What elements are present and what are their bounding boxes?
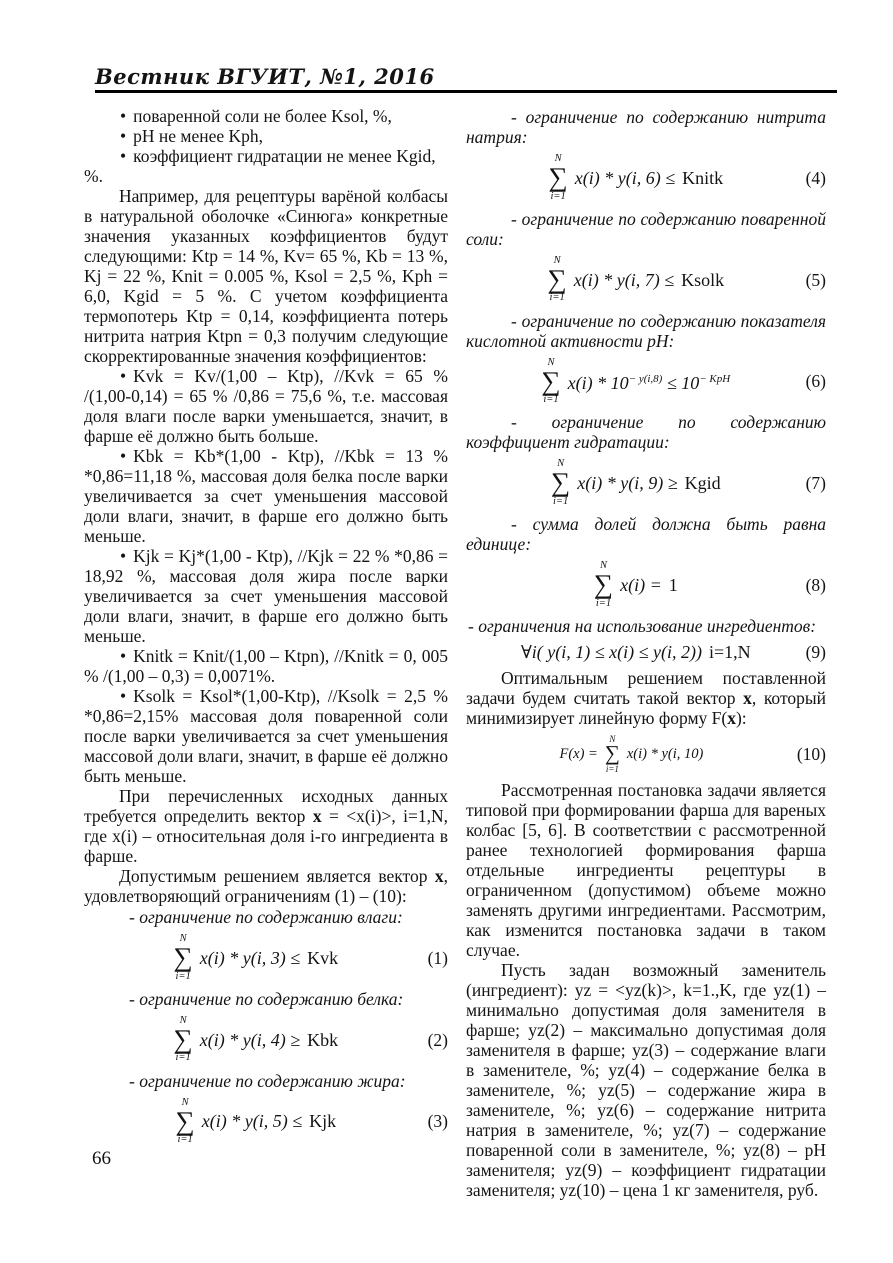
sigma-icon: ∑: [547, 263, 567, 294]
requirement-item-salt: [84, 106, 448, 126]
right-column: [466, 106, 826, 1200]
constraint-label-salt: - ограничение по содержанию поваренной соли:: [466, 208, 826, 249]
equation-number: (10): [796, 744, 826, 765]
sigma-icon: ∑: [175, 1105, 195, 1136]
journal-header: [95, 64, 837, 93]
coef-item-kjk: [84, 546, 448, 646]
equation-number: (7): [805, 473, 826, 494]
coef-text: Knitk = Knit/(1,00 – Ktpn), //Knitk = 0, 005 % /(1,00 – 0,3) = 0,0071%.: [84, 646, 448, 686]
journal-title: Вестник ВГУИТ, №1, 2016: [95, 64, 435, 89]
sum-lower-limit: i=1: [543, 394, 559, 406]
sum-upper-limit: N: [547, 356, 555, 368]
paragraph-optimal-solution: Оптимальным решением поставленной задачи будем считать такой вектор x, который минимизирует линейную форму F(x):: [466, 667, 826, 728]
bullet-icon: •: [120, 106, 127, 126]
sum-lower-limit: i=1: [552, 496, 569, 507]
equation-expression: ∀i( y(i, 1) ≤ x(i) ≤ y(i, 2)): [520, 641, 702, 662]
constraint-label-moisture: - ограничение по содержанию влаги:: [129, 907, 403, 927]
equation-expression: x(i) * y(i, 5) ≤: [201, 1111, 303, 1132]
equation-expression: x(i) =: [620, 574, 662, 595]
equation-rhs: 1: [668, 574, 678, 595]
constraint-label-protein: - ограничение по содержанию белка:: [129, 988, 404, 1009]
bullet-icon: •: [120, 646, 127, 666]
equation-2: [84, 1015, 448, 1065]
equation-body: [466, 560, 806, 610]
paragraph-feasible-solution: Допустимым решением является вектор x, удовлетворяющий ограничениям (1) – (10):: [84, 866, 448, 906]
equation-rhs: Kjk: [309, 1111, 337, 1132]
sum-lower-limit: i=1: [549, 292, 565, 304]
sum-symbol: [547, 255, 566, 305]
constraint-label-hydration: - ограничение по содержанию коэффициент гидратации:: [466, 412, 826, 453]
coef-item-kvk: [84, 366, 448, 446]
equation-expression: x(i) * y(i, 10): [626, 746, 704, 763]
requirement-item-ph: [84, 126, 448, 146]
equation-number: (2): [427, 1029, 448, 1050]
equation-number: (6): [805, 371, 826, 392]
equation-10: [466, 734, 826, 775]
equation-expression: x(i) * y(i, 3) ≤: [199, 947, 301, 968]
coef-text: Kbk = Kb*(1,00 - Ktp), //Kbk = 13 % *0,86=11,18 %, массовая доля белка после варки увеличивается за счет уменьшения массовой доли влаги, значит, в фарше его должно быть меньше.: [84, 446, 448, 546]
two-column-layout: [84, 106, 826, 1200]
sum-lower-limit: i=1: [605, 764, 619, 775]
sum-upper-limit: N: [553, 254, 561, 266]
coef-item-ksolk: [84, 686, 448, 786]
sum-upper-limit: N: [554, 153, 562, 164]
equation-body: [466, 255, 806, 305]
equation-expression: x(i) * y(i, 4) ≥: [199, 1029, 301, 1050]
sum-upper-limit: N: [179, 1014, 187, 1026]
equation-number: (3): [427, 1111, 448, 1132]
sigma-icon: ∑: [541, 365, 561, 396]
sum-upper-limit: N: [179, 933, 187, 944]
sum-upper-limit: N: [181, 1096, 189, 1108]
sum-lower-limit: i=1: [175, 1052, 191, 1064]
equation-6: [466, 357, 826, 407]
left-column: [84, 106, 448, 1200]
sum-lower-limit: i=1: [550, 190, 566, 202]
constraint-label-ingredients: - ограничения на использование ингредиентов:: [468, 615, 817, 636]
requirement-text: коэффициент гидратации не менее Kgid, %.: [84, 146, 436, 186]
equation-9: [466, 642, 826, 662]
sigma-icon: ∑: [548, 162, 568, 193]
equation-body: [466, 642, 806, 662]
sigma-icon: ∑: [173, 1023, 193, 1054]
equation-body: [84, 1097, 428, 1147]
requirement-item-hydration: [84, 146, 448, 186]
coef-text: Kjk = Kj*(1,00 - Ktp), //Kjk = 22 % *0,86 = 18,92 %, массовая доля жира после варки увеличивается за счет уменьшения массовой доли влаги, значит, в фарше его должно быть меньше.: [84, 546, 448, 646]
sigma-icon: ∑: [173, 942, 193, 973]
equation-rhs: Kbk: [307, 1029, 339, 1050]
constraint-label-unity: - сумма долей должна быть равна единице:: [466, 514, 826, 555]
equation-number: (8): [805, 574, 826, 595]
equation-body: [466, 458, 806, 508]
expr-superscript: − y(i,8): [628, 373, 663, 386]
bullet-icon: •: [120, 126, 127, 146]
sigma-icon: ∑: [604, 741, 620, 766]
constraint-label-fat: - ограничение по содержанию жира:: [129, 1070, 406, 1091]
constraint-label-ph: - ограничение по содержанию показателя кислотной активности pH:: [466, 310, 826, 351]
page-number: 66: [92, 1148, 111, 1169]
equation-body: [84, 933, 428, 983]
bullet-icon: •: [120, 546, 127, 566]
equation-body: [466, 734, 797, 775]
coef-text: Ksolk = Ksol*(1,00-Ktp), //Ksolk = 2,5 % *0,86=2,15% массовая доля поваренной соли после варки увеличивается за счет уменьшения массовой доли влаги, значит, в фарше её должно быть меньше.: [84, 686, 448, 786]
equation-1: [84, 933, 448, 983]
expr-base: x(i) * 10: [567, 373, 629, 394]
equation-number: (4): [805, 167, 826, 188]
bullet-icon: •: [120, 366, 127, 386]
equation-expression: x(i) * y(i, 9) ≥: [577, 473, 678, 494]
sum-symbol: [548, 153, 567, 203]
equation-5: [466, 255, 826, 305]
expr-base: ≤ 10: [662, 373, 700, 394]
bullet-icon: •: [120, 446, 127, 466]
sigma-icon: ∑: [593, 569, 614, 600]
paragraph-example: Например, для рецептуры варёной колбасы в натуральной оболочке «Синюга» конкретные значения указанных коэффициентов будут следующими: Ktp = 14 %, Kv= 65 %, Kb = 13 %, Kj = 22 %, Knit = 0.005 %, Ksol = 2,5 %, Kph = 6,0, Kgid = 5 %. С учетом коэффициента термопотерь Ktp = 0,14, коэффициента потерь нитрита натрия Ktpn = 0,3 получим следующие скорректированные значения коэффициентов:: [84, 186, 448, 366]
sum-symbol: [541, 357, 560, 407]
bullet-icon: •: [120, 146, 127, 166]
equation-number: (5): [805, 269, 826, 290]
paragraph-initial-data: При перечисленных исходных данных требуется определить вектор x = <x(i)>, i=1,N, где x(i) – относительная доля i-го ингредиента в фарше.: [84, 786, 448, 866]
equation-body: [466, 153, 806, 203]
paragraph-substitute-definition: Пусть задан возможный заменитель (ингредиент): yz = <yz(k)>, k=1.,K, где yz(1) – минимально допустимая доля заменителя в фарше; yz(2) – максимально допустимая доля заменителя в фарше; yz(3) – содержание влаги в заменителе, %; yz(4) – содержание белка в заменителе, %; yz(5) – содержание жира в заменителе, %; yz(6) – содержание нитрита натрия в заменителе, %; yz(7) – содержание поваренной соли в заменителе, %; yz(8) – pH заменителя; yz(9) – коэффициент гидратации заменителя; yz(10) – цена 1 кг заменителя, руб.: [466, 960, 826, 1201]
bullet-icon: •: [120, 686, 127, 706]
coef-item-knitk: [84, 646, 448, 686]
sum-symbol: [174, 1015, 193, 1065]
paragraph-typical-problem: Рассмотренная постановка задачи является типовой при формировании фарша для вареных колбас [5, 6]. В соответствии с рассмотренной ранее технологией формирования фарша отдельные ингредиенты рецептуры в ограниченном (допустимом) объеме можно заменять другими ингредиентами. Рассмотрим, как изменится постановка задачи в таком случае.: [466, 780, 826, 961]
equation-rhs: Kvk: [307, 947, 339, 968]
sum-symbol: [174, 933, 193, 983]
sum-symbol: [176, 1097, 195, 1147]
coef-text: Kvk = Kv/(1,00 – Ktp), //Kvk = 65 % /(1,00-0,14) = 65 % /0,86 = 75,6 %, т.е. массовая доля влаги после варки уменьшается, значит, в фарше её должно быть больше.: [84, 366, 448, 446]
equation-7: [466, 458, 826, 508]
equation-body: [466, 357, 806, 407]
sum-symbol: [605, 734, 620, 775]
equation-expression: [568, 369, 731, 393]
requirement-text: pH не менее Kph,: [133, 126, 264, 146]
equation-number: (1): [427, 947, 448, 968]
equation-rhs: Knitk: [682, 167, 724, 188]
equation-rhs: Kgid: [684, 473, 721, 494]
expr-superscript: − KpH: [699, 373, 731, 386]
sum-lower-limit: i=1: [175, 970, 191, 982]
sum-lower-limit: i=1: [595, 597, 612, 609]
requirement-text: поваренной соли не более Ksol, %,: [133, 106, 392, 126]
sigma-icon: ∑: [551, 467, 571, 498]
coef-item-kbk: [84, 446, 448, 546]
sum-upper-limit: N: [609, 733, 616, 744]
equation-condition: i=1,N: [708, 641, 751, 662]
equation-expression: x(i) * y(i, 6) ≤: [574, 167, 676, 188]
equation-expression: x(i) * y(i, 7) ≤: [573, 269, 675, 290]
equation-rhs: Ksolk: [681, 269, 725, 290]
equation-lead: F(x) =: [559, 746, 598, 763]
equation-4: [466, 153, 826, 203]
sum-symbol: [551, 458, 570, 508]
equation-body: [84, 1015, 428, 1065]
sum-symbol: [594, 560, 613, 610]
constraint-label-nitrite: - ограничение по содержанию нитрита натрия:: [466, 107, 826, 147]
sum-upper-limit: N: [599, 560, 607, 572]
sum-upper-limit: N: [557, 458, 565, 470]
sum-lower-limit: i=1: [177, 1134, 193, 1146]
equation-3: [84, 1097, 448, 1147]
equation-number: (9): [805, 641, 826, 662]
equation-8: [466, 560, 826, 610]
